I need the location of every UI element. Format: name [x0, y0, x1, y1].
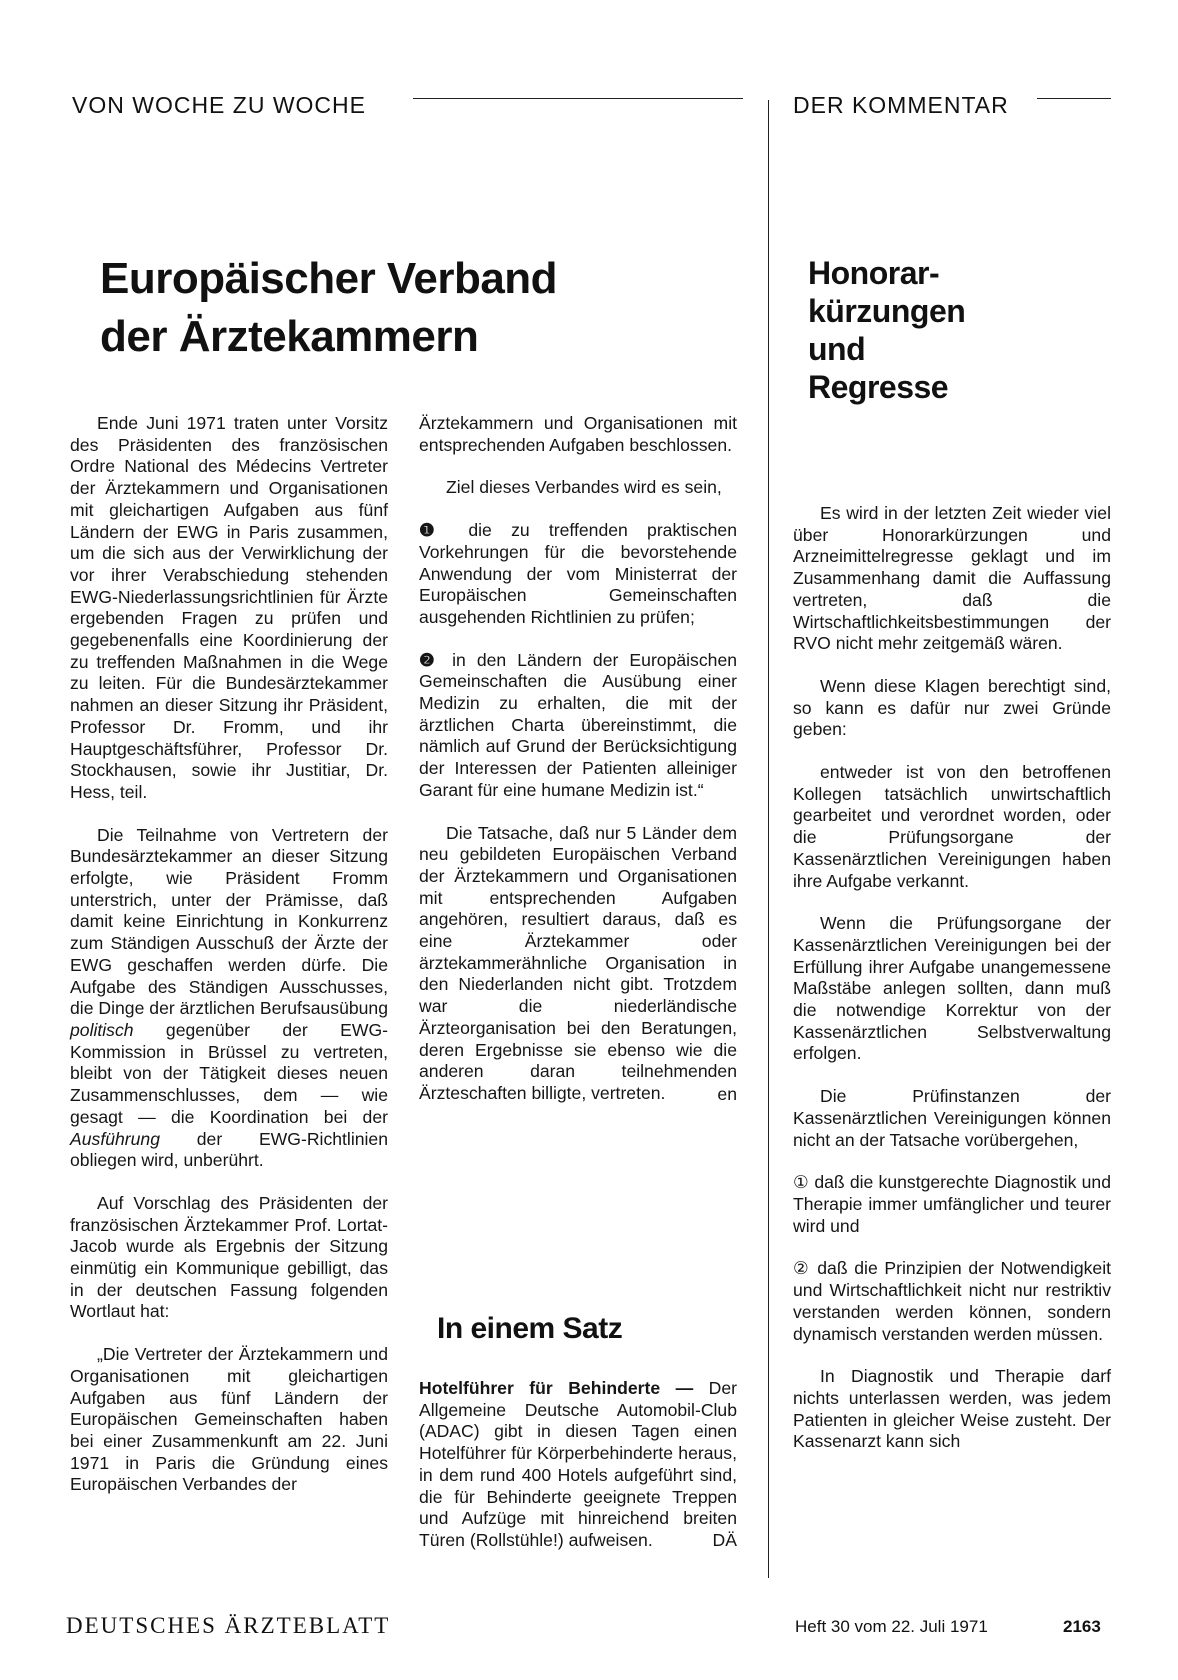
article-paragraph: „Die Vertreter der Ärztekammern und Organisationen mit gleichartigen Aufgaben aus fünf Ländern der Europäischen Gemeinschaften haben bei einer Zusammenkunft am 22. Juni 1971 in Paris die Gründung eines Europäischen Verbandes der: [70, 1344, 388, 1495]
bullet-two-icon: ❷: [419, 649, 441, 670]
numbered-item-text: daß die Prinzipien der Notwendigkeit und Wirtschaftlichkeit nicht nur restriktiv verstanden werden können, sondern dynamisch verstanden werden müssen.: [793, 1258, 1111, 1344]
article-headline: [100, 250, 557, 366]
kommentar-paragraph: In Diagnostik und Therapie darf nichts unterlassen werden, was jedem Patienten in gleicher Weise zusteht. Der Kassenarzt kann sich: [793, 1366, 1111, 1452]
kommentar-headline-line: Honorar-: [808, 255, 940, 291]
footer-issue: Heft 30 vom 22. Juli 1971: [795, 1617, 988, 1636]
kommentar-paragraph: Die Prüfinstanzen der Kassenärztlichen Vereinigungen können nicht an der Tatsache vorübergehen,: [793, 1086, 1111, 1150]
article-paragraph: Ärztekammern und Organisationen mit entsprechenden Aufgaben beschlossen.: [419, 413, 737, 455]
satz-signature: DÄ: [712, 1529, 737, 1550]
kommentar-headline-line: kürzungen: [808, 293, 966, 329]
page-number: 2163: [1063, 1617, 1101, 1636]
bullet-text: die zu treffenden praktischen Vorkehrungen für die bevorstehende Anwendung der vom Ministerrat der Europäischen Gemeinschaften ausgehenden Richtlinien zu prüfen;: [419, 520, 737, 627]
bullet-item: [419, 650, 737, 802]
satz-subhead: Hotelführer für Behinderte —: [419, 1378, 694, 1398]
kommentar-paragraph: Wenn die Prüfungsorgane der Kassenärztlichen Vereinigungen bei der Erfüllung ihrer Aufgabe unangemessene Maßstäbe anlegen sollten, dann muß die notwendige Korrektur von der Kassenärztlichen Selbstverwaltung erfolgen.: [793, 913, 1111, 1064]
satz-column: [419, 1378, 737, 1552]
kommentar-headline-line: und: [808, 331, 866, 367]
circled-two-icon: ②: [793, 1258, 811, 1279]
bullet-one-icon: ❶: [419, 520, 450, 541]
kommentar-paragraph: Wenn diese Klagen berechtigt sind, so kann es dafür nur zwei Gründe geben:: [793, 675, 1111, 740]
article-paragraph: [70, 825, 388, 1172]
footer-masthead: DEUTSCHES ÄRZTEBLATT: [66, 1613, 391, 1638]
text-run: der EWG-Richtlinien obliegen wird, unberührt.: [70, 1128, 388, 1171]
section-header-right: DER KOMMENTAR: [793, 92, 1009, 118]
article-paragraph: Ende Juni 1971 traten unter Vorsitz des Präsidenten des französischen Ordre National des Médecins Vertreter der Ärztekammern und Organisationen mit gleichartigen Aufgaben aus fünf Ländern der EWG in Paris zusammen, um die sich aus der Verwirklichung der vor ihrer Verabschiedung stehenden EWG-Niederlassungsrichtlinien für Ärzte ergebenden Fragen zu prüfen und gegebenenfalls eine Koordinierung der zu treffenden Maßnahmen in die Wege zu leiten. Für die Bundesärztekammer nahmen an dieser Sitzung ihr Präsident, Professor Dr. Fromm, und ihr Hauptgeschäftsführer, Professor Dr. Stockhausen, sowie ihr Justitiar, Dr. Hess, teil.: [70, 413, 388, 802]
satz-text: Der Allgemeine Deutsche Automobil-Club (ADAC) gibt in diesen Tagen einen Hotelführer für Körperbehinderte heraus, in dem rund 400 Hotels aufgeführt sind, die für Behinderte geeignete Treppen und Aufzüge mit hinreichend breiten Türen (Rollstühle!) aufweisen.: [419, 1378, 738, 1550]
satz-headline: In einem Satz: [437, 1312, 623, 1345]
section-header-left: VON WOCHE ZU WOCHE: [72, 92, 366, 118]
article-paragraph: Ziel dieses Verbandes wird es sein,: [446, 477, 722, 498]
bullet-text: in den Ländern der Europäischen Gemeinschaften die Ausübung einer Medizin zu erhalten, die mit der ärztlichen Charta übereinstimmt, die nämlich auf Grund der Berücksichtigung der Interessen der Patienten alleiniger Garant für eine humane Medizin ist.“: [419, 649, 738, 800]
headline-line-1: Europäischer Verband: [100, 254, 558, 303]
numbered-item: [793, 1258, 1111, 1345]
emphasis-text: Ausführung: [70, 1128, 160, 1149]
article-paragraph: Die Tatsache, daß nur 5 Länder dem neu gebildeten Europäischen Verband der Ärztekammern und Organisationen mit entsprechenden Aufgaben angehören, resultiert daraus, daß es eine Ärztekammer oder ärztekammerähnliche Organisation in den Niederlanden nicht gibt. Trotzdem war die niederländische Ärzteorganisation bei den Beratungen, deren Ergebnisse sie ebenso wie die anderen daran teilnehmenden Ärzteschaften billigte, vertreten.: [419, 822, 737, 1103]
article-column-2: [419, 413, 737, 1105]
header-rule-left: [413, 98, 743, 99]
kommentar-column: [793, 503, 1111, 1453]
numbered-item: [793, 1172, 1111, 1237]
column-divider: [768, 100, 769, 1578]
satz-paragraph: [419, 1378, 737, 1552]
kommentar-paragraph: entweder ist von den betroffenen Kollegen tatsächlich unwirtschaftlich gearbeitet und verordnet worden, oder die Prüfungsorgane der Kassenärztlichen Vereinigungen haben ihre Aufgabe verkannt.: [793, 762, 1111, 891]
header-rule-right: [1037, 98, 1111, 99]
bullet-item: [419, 520, 737, 629]
author-signature: en: [717, 1083, 737, 1104]
kommentar-headline-line: Regresse: [808, 369, 949, 405]
text-run: gegenüber der EWG-Kommission in Brüssel zu vertreten, bleibt von der Tätigkeit dieses neuen Zusammenschlusses, dem — wie gesagt — die Koordination bei der: [70, 1019, 388, 1127]
text-run: Die Teilnahme von Vertretern der Bundesärztekammer an dieser Sitzung erfolgte, wie Präsident Fromm unterstrich, unter der Prämisse, daß damit keine Einrichtung in Konkurrenz zum Ständigen Ausschuß der Ärzte der EWG geschaffen werden dürfe. Die Aufgabe des Ständigen Ausschusses, die Dinge der ärztlichen Berufsausübung: [70, 824, 388, 1019]
article-column-1: [70, 413, 388, 1496]
article-paragraph: Auf Vorschlag des Präsidenten der französischen Ärztekammer Prof. Lortat-Jacob wurde als Ergebnis der Sitzung einmütig ein Kommunique gebilligt, das in der deutschen Fassung folgenden Wortlaut hat:: [70, 1192, 388, 1322]
kommentar-headline: [808, 254, 965, 406]
headline-line-2: der Ärztekammern: [100, 312, 479, 361]
circled-one-icon: ①: [793, 1172, 810, 1193]
emphasis-text: politisch: [70, 1019, 134, 1040]
numbered-item-text: daß die kunstgerechte Diagnostik und Therapie immer umfänglicher und teurer wird und: [793, 1172, 1111, 1236]
kommentar-paragraph: Es wird in der letzten Zeit wieder viel über Honorarkürzungen und Arzneimittelregresse geklagt und im Zusammenhang damit die Auffassung vertreten, daß die Wirtschaftlichkeitsbestimmungen der RVO nicht mehr zeitgemäß wären.: [793, 503, 1111, 654]
